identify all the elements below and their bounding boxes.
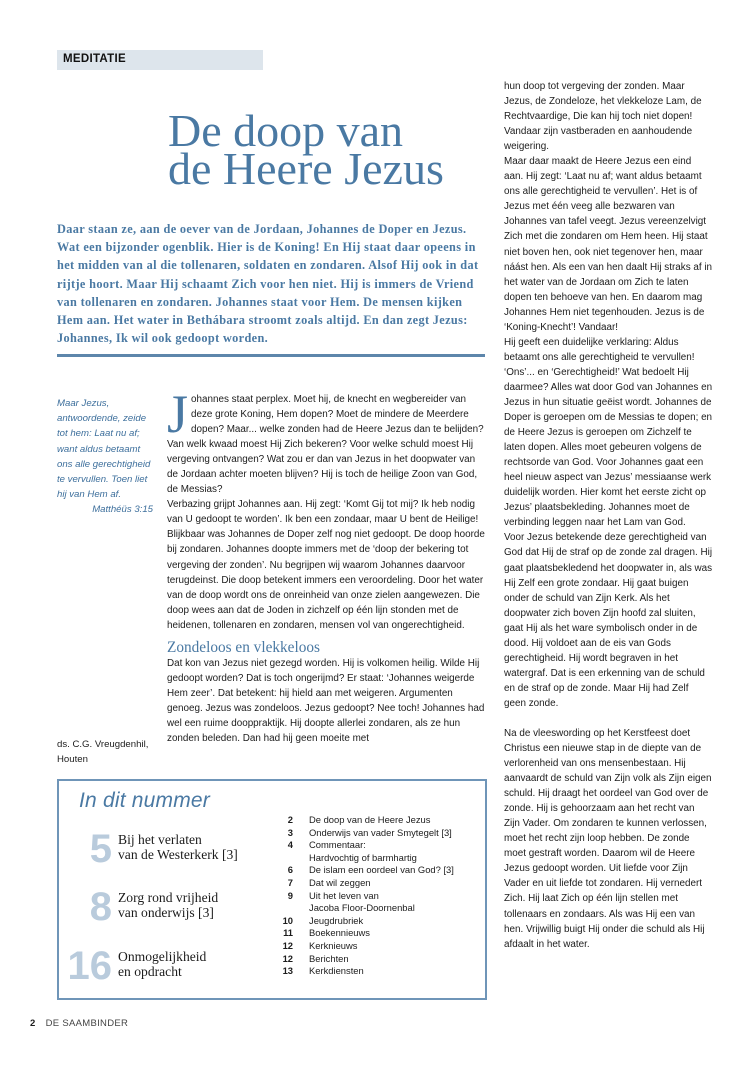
featured-page-number: 5 bbox=[89, 827, 112, 871]
toc-page-number: 9 bbox=[287, 889, 293, 901]
body-paragraph: Dat kon van Jezus niet gezegd worden. Hij is volkomen heilig. Wilde Hij gedoopt worden? Dat is toch ongerijmd? Er staat: ‘Johannes weigerde Hem zeer’. Dat betekent: hij hield aan met weigeren. Argumenten genoeg. Jezus was zondeloos. Jezus gedoopt? Nee toch! Johannes had wel een ruime dooppraktijk. Hij doopte allerlei zondaren, als ze hun zonden beleden. Dan had hij geen moeite met bbox=[167, 657, 485, 744]
article-title bbox=[168, 105, 488, 194]
author-credit bbox=[57, 737, 157, 768]
toc-title: Jacoba Floor-Doornenbal bbox=[309, 902, 415, 914]
publication-name: DE SAAMBINDER bbox=[45, 1018, 129, 1029]
featured-title-line: Zorg rond vrijheid bbox=[118, 890, 219, 905]
toc-item[interactable] bbox=[279, 814, 479, 827]
toc-page-number: 4 bbox=[287, 839, 293, 851]
body-paragraph-text: ohannes staat perplex. Moet hij, de knecht en wegbereider van deze grote Koning, Hem dopen? Moet de mindere de Meerdere dopen? Maar... welke zonden had de Heere Jezus dan te belijden? Van welk kwaad moest Hij Zich bekeren? Voor welke schuld moest Hij vergeving ontvangen? Wat zou er dan van Jezus in het doopwater van de Jordaan achter moeten blijven? Hij is toch de heilige Zoon van God, de Messias? bbox=[167, 394, 484, 496]
toc-item[interactable] bbox=[279, 852, 479, 865]
page-number: 2 bbox=[30, 1018, 36, 1029]
toc-page-number: 11 bbox=[283, 927, 293, 939]
toc-title: Dat wil zeggen bbox=[309, 876, 371, 888]
toc-item[interactable] bbox=[279, 902, 479, 915]
toc-title: Hardvochtig of barmhartig bbox=[309, 851, 417, 863]
toc-title: Berichten bbox=[309, 952, 349, 964]
author-name: ds. C.G. Vreugdenhil, bbox=[57, 739, 149, 750]
author-place: Houten bbox=[57, 754, 88, 766]
body-paragraph: hun doop tot vergeving der zonden. Maar Jezus, de Zondeloze, het vlekkeloze Lam, de Rechtvaardige, Die kan hij toch niet dopen! Vandaar zijn vastberaden en aanhoudende weigering. bbox=[504, 81, 702, 153]
toc-item[interactable] bbox=[279, 953, 479, 966]
toc-item[interactable] bbox=[279, 864, 479, 877]
featured-title bbox=[118, 890, 218, 920]
in-this-issue-heading: In dit nummer bbox=[79, 789, 210, 812]
quote-reference: Matthéüs 3:15 bbox=[92, 504, 153, 516]
quote-text: Maar Jezus, antwoordende, zeide tot hem: Laat nu af; want aldus betaamt ons alle gerechtigheid te vervullen. Toen liet hij van Hem af. bbox=[57, 398, 151, 501]
toc-page-number bbox=[279, 902, 293, 915]
intro-paragraph: Daar staan ze, aan de oever van de Jordaan, Johannes de Doper en Jezus. Wat een bijzonder ogenblik. Hier is de Koning! En Hij staat daar opeens in het midden van al die tollenaren, soldaten en zondaren. Alsof Hij ook in dat rijtje hoort. Maar Hij schaamt Zich voor hen niet. Hij is immers de Vriend van tollenaren en zondaren. Johannes staat voor Hem. De mensen kijken Hem aan. Het water in Bethábara stroomt zoals altijd. En dan zegt Jezus: Johannes, Ik wil ook gedoopt worden. bbox=[57, 222, 479, 346]
divider-rule bbox=[57, 354, 485, 357]
toc-page-number: 13 bbox=[282, 965, 293, 977]
body-paragraph: Na de vleeswording op het Kerstfeest doet Christus een nieuwe stap in de diepte van de verlorenheid van ons mensenbestaan. Hij aanvaardt de schuld van Zijn volk als Zijn eigen schuld. Hij draagt het oordeel van God over de zonde. Hij is gehoorzaam aan het recht van Zijn Vader. Om zondaren te kunnen verlossen, moet het recht zijn loop hebben. De zonde moet gestraft worden. Daarom wil de Heere Jezus gedoopt worden. Uit liefde voor Zijn Vader en uit liefde tot zondaren. Hij vernedert Zich. Hij laat Zich op één lijn stellen met tollenaars en zondaars. Als was Hij een van hen. Vrijwillig buigt Hij onder die schuld als Hij afdaalt in het water. bbox=[504, 727, 712, 950]
featured-title-line: van onderwijs [3] bbox=[118, 905, 214, 920]
toc-title: Kerknieuws bbox=[309, 939, 358, 951]
toc-page-number: 3 bbox=[287, 826, 293, 838]
toc-item[interactable] bbox=[279, 877, 479, 890]
featured-article[interactable] bbox=[69, 827, 274, 877]
featured-title bbox=[118, 949, 206, 979]
toc-title: Kerkdiensten bbox=[309, 965, 364, 977]
toc-title: De islam een oordeel van God? [3] bbox=[309, 864, 454, 876]
featured-page-number: 16 bbox=[67, 944, 112, 988]
toc-title: Uit het leven van bbox=[309, 889, 379, 901]
body-paragraph: Verbazing grijpt Johannes aan. Hij zegt: ‘Komt Gij tot mij? Ik heb nodig van U gedoopt te worden’. Ik ben een zondaar, maar U bent de Heilige! Blijkbaar was Johannes de Doper zelf nog niet gedoopt. De doop hoorde bij zondaren. Johannes doopte immers met de ‘doop der bekering tot vergeving der zonden’. Nu begrijpen wij waarom Johannes daarvoor terugdeinst. Die doop betekent immers een veroordeling. Door het water van de doop wordt ons de onreinheid van onze zielen aangewezen. Die doop wees aan dat de Joden in zichzelf op één lijn stonden met de heidenen, tollenaren en zondaren, mensen vol van ongerechtigheid. bbox=[167, 499, 485, 631]
toc-page-number: 10 bbox=[282, 914, 293, 926]
toc-item[interactable] bbox=[279, 839, 479, 852]
toc-title: Boekennieuws bbox=[309, 927, 370, 939]
drop-cap: J bbox=[167, 384, 189, 444]
toc-item[interactable] bbox=[279, 940, 479, 953]
scripture-quote bbox=[57, 396, 153, 518]
in-this-issue-box bbox=[57, 779, 487, 1000]
toc-item[interactable] bbox=[279, 890, 479, 903]
body-paragraph: Voor Jezus betekende deze gerechtigheid van God dat Hij de straf op de zonde zal dragen. Hij gaat plaatsbekledend het doopwater in, als was Hij Zelf een grote zondaar. Hij gaat buigen onder de schuld van Zijn Kerk. Als het doopwater zich boven Zijn hoofd zal sluiten, gaat Hij als het ware symbolisch onder in de dood. Hij voldoet aan de eis van Gods gerechtigheid. Hij wordt begraven in het watergraf. Dat is een erkenning van de schuld en de straf op de zonde. Maar Hij had Zelf geen zonde. bbox=[504, 532, 713, 709]
article-title-line-2: de Heere Jezus bbox=[168, 143, 444, 194]
right-column bbox=[504, 79, 713, 952]
toc-item[interactable] bbox=[279, 927, 479, 940]
toc-page-number: 12 bbox=[282, 939, 293, 951]
featured-title-line: Bij het verlaten bbox=[118, 832, 202, 847]
section-tag: MEDITATIE bbox=[57, 50, 263, 70]
toc-item[interactable] bbox=[279, 827, 479, 840]
toc-page-number: 12 bbox=[282, 952, 293, 964]
toc-page-number: 6 bbox=[287, 864, 293, 876]
toc-title: De doop van de Heere Jezus bbox=[309, 814, 431, 825]
subheading: Zondeloos en vlekkeloos bbox=[167, 638, 320, 656]
toc-page-number: 7 bbox=[287, 876, 293, 888]
featured-title-line: van de Westerkerk [3] bbox=[118, 847, 238, 862]
featured-article[interactable] bbox=[69, 885, 274, 935]
toc-title: Onderwijs van vader Smytegelt [3] bbox=[309, 826, 452, 838]
toc-page-number bbox=[279, 852, 293, 865]
toc-page-number: 2 bbox=[287, 814, 293, 825]
featured-title-line: en opdracht bbox=[118, 964, 182, 979]
table-of-contents bbox=[279, 814, 479, 978]
featured-page-number: 8 bbox=[89, 885, 112, 929]
featured-article[interactable] bbox=[69, 944, 274, 994]
body-paragraph: Maar daar maakt de Heere Jezus een eind aan. Hij zegt: ‘Laat nu af; want aldus betaamt ons alle gerechtigheid te vervullen’. Het is of Jezus met één veeg alle bezwaren van Johannes van tafel veegt. Jezus vereenzelvigt Zich met die zondaren om Hem heen. Hij staat niet boven hen, ook niet tegenover hen, maar náást hen. Als een van hen daalt Hij straks af in het water van de Jordaan om Zich te laten dopen ten behoeve van hen. En daarom mag Johannes Hem niet tegenhouden. Jezus is de ‘Koning-Knecht’! Vandaar! bbox=[504, 156, 713, 333]
featured-title bbox=[118, 832, 238, 862]
toc-item[interactable] bbox=[279, 915, 479, 928]
page-footer bbox=[30, 1018, 128, 1029]
toc-title: Jeugdrubriek bbox=[309, 914, 364, 926]
article-title-line-1: De doop van bbox=[168, 105, 404, 156]
body-paragraph: Hij geeft een duidelijke verklaring: Aldus betaamt ons alle gerechtigheid te vervullen! ‘Ons’... en ‘Gerechtigheid!’ Wat bedoelt Hij daarmee? Alles wat door God van Johannes en Jezus in hun situatie geëist wordt. Johannes de Doper is geroepen om de Messias te dopen; en de Heere Jezus is geroepen om Zichzelf te laten dopen. Alles moet gebeuren volgens de rechtsorde van God. Voor Johannes gaat een heel nieuw aspect van Jezus’ messiaanse werk duidelijk worden. Hier komt het eerste zicht op Jezus’ plaatsbekleding. Johannes moet de verbinding leggen naar het Lam van God. bbox=[504, 336, 713, 529]
toc-item[interactable] bbox=[279, 965, 479, 978]
featured-title-line: Onmogelijkheid bbox=[118, 949, 207, 964]
body-paragraph bbox=[167, 384, 487, 497]
toc-title: Commentaar: bbox=[309, 839, 366, 851]
main-column bbox=[167, 384, 487, 746]
